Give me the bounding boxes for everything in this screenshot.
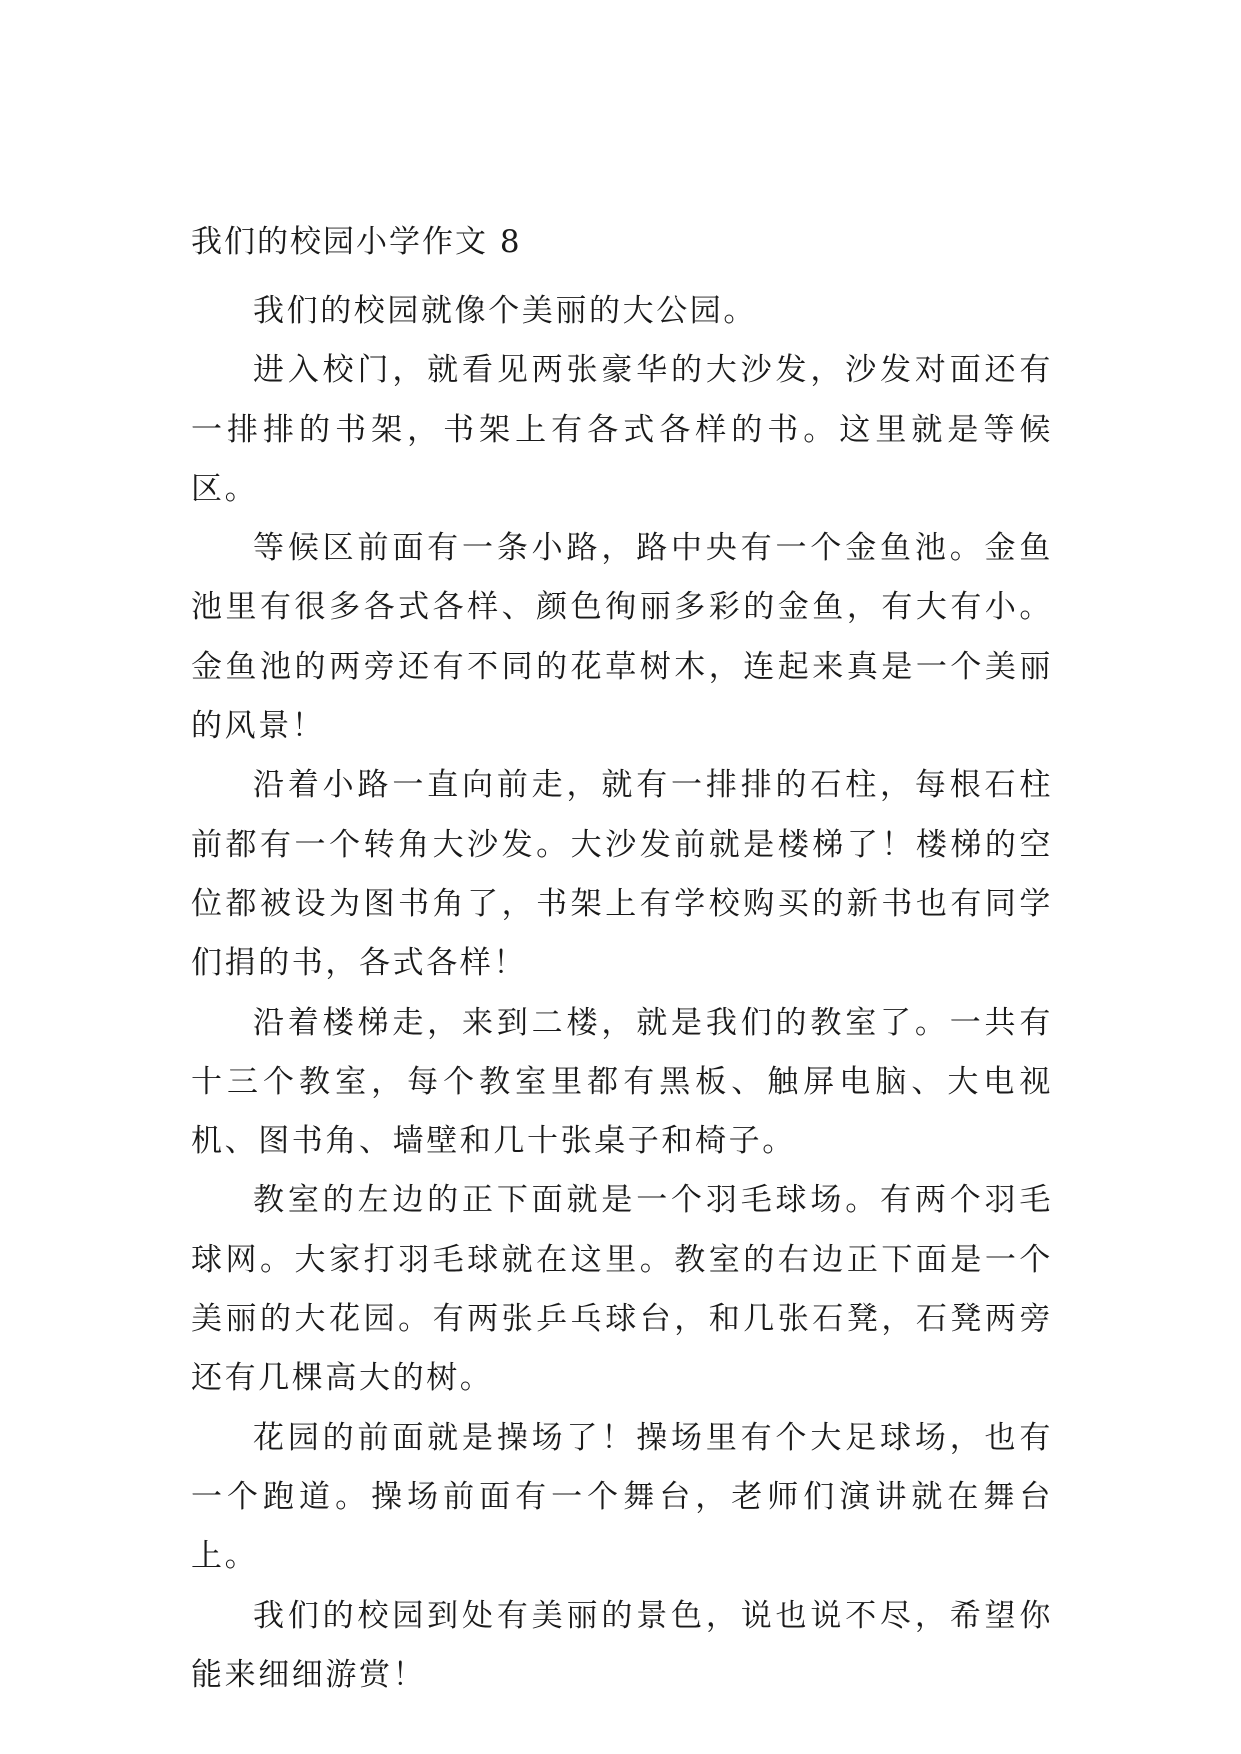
document-title: 我们的校园小学作文 8	[191, 224, 522, 260]
paragraph: 沿着小路一直向前走，就有一排排的石柱，每根石柱前都有一个转角大沙发。大沙发前就是楼梯了！楼梯的空位都被设为图书角了，书架上有学校购买的新书也有同学们捐的书，各式各样！	[191, 767, 1053, 982]
paragraph: 我们的校园就像个美丽的大公园。	[253, 293, 757, 329]
paragraph: 教室的左边的正下面就是一个羽毛球场。有两个羽毛球网。大家打羽毛球就在这里。教室的右边正下面是一个美丽的大花园。有两张乒乓球台，和几张石凳，石凳两旁还有几棵高大的树。	[191, 1182, 1053, 1397]
document-body	[191, 282, 1053, 1705]
paragraph: 我们的校园到处有美丽的景色，说也说不尽，希望你能来细细游赏！	[191, 1597, 1053, 1693]
paragraph: 花园的前面就是操场了！操场里有个大足球场，也有一个跑道。操场前面有一个舞台，老师们演讲就在舞台上。	[191, 1419, 1053, 1575]
paragraph: 进入校门，就看见两张豪华的大沙发，沙发对面还有一排排的书架，书架上有各式各样的书。这里就是等候区。	[191, 352, 1053, 507]
paragraph: 沿着楼梯走，来到二楼，就是我们的教室了。一共有十三个教室，每个教室里都有黑板、触屏电脑、大电视机、图书角、墙壁和几十张桌子和椅子。	[191, 1004, 1053, 1160]
paragraph: 等候区前面有一条小路，路中央有一个金鱼池。金鱼池里有很多各式各样、颜色徇丽多彩的金鱼，有大有小。金鱼池的两旁还有不同的花草树木，连起来真是一个美丽的风景！	[191, 530, 1053, 745]
